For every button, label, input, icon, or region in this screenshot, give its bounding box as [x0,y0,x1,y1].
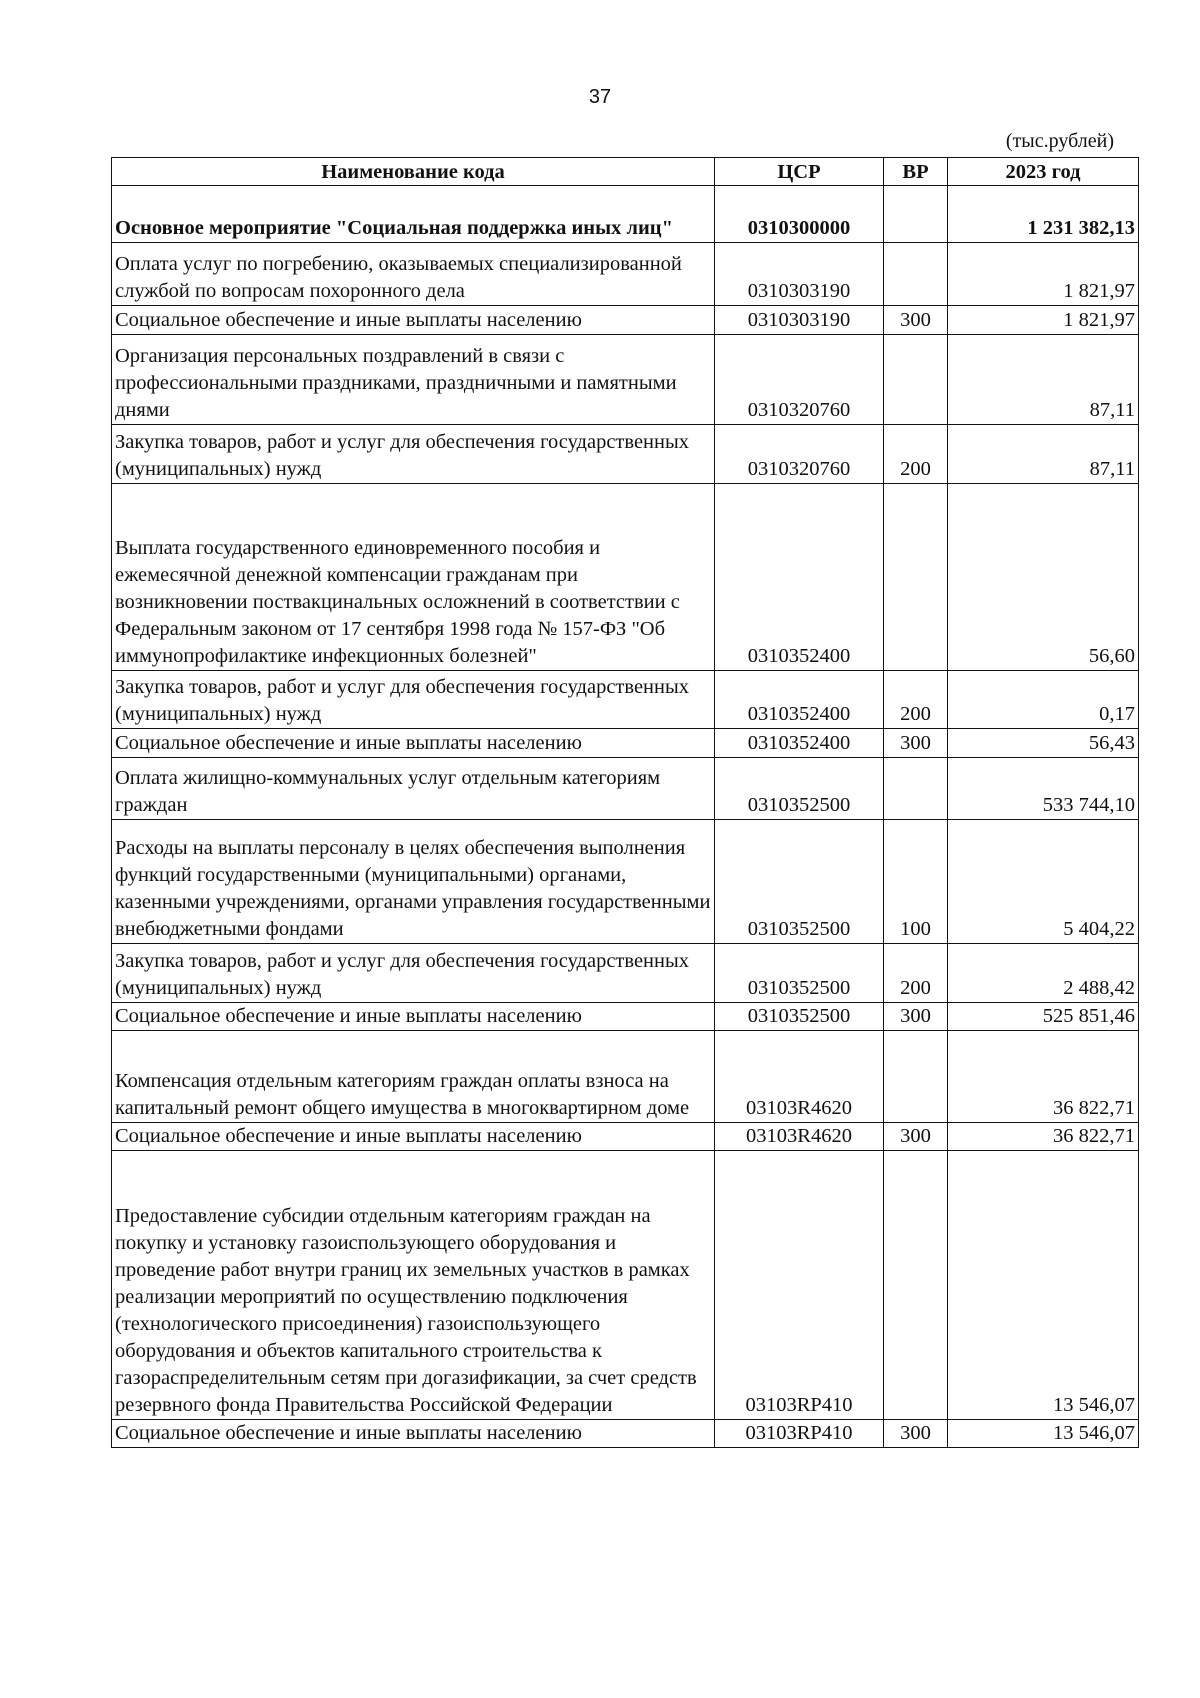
row-sum: 0,17 [948,671,1139,729]
row-vr: 300 [884,1420,948,1448]
row-name: Компенсация отдельным категориям граждан оплаты взноса на капитальный ремонт общего имущества в многоквартирном доме [112,1031,715,1123]
row-vr: 300 [884,1003,948,1031]
row-vr: 300 [884,729,948,758]
row-name: Оплата жилищно-коммунальных услуг отдельным категориям граждан [112,758,715,820]
row-sum: 56,43 [948,729,1139,758]
row-vr: 200 [884,671,948,729]
row-vr [884,484,948,671]
row-sum: 36 822,71 [948,1123,1139,1151]
table-row [112,425,1139,484]
row-csr: 0310303190 [715,306,884,335]
header-name: Наименование кода [112,158,715,186]
row-name: Предоставление субсидии отдельным категориям граждан на покупку и установку газоиспользующего оборудования и проведение работ внутри границ их земельных участков в рамках реализации мероприятий по осуществлению подключения (технологического присоединения) газоиспользующего оборудования и объектов капитального строительства к газораспределительным сетям при догазификации, за счет средств резервного фонда Правительства Российской Федерации [112,1151,715,1420]
row-name: Социальное обеспечение и иные выплаты населению [112,1123,715,1151]
row-name: Социальное обеспечение и иные выплаты населению [112,1003,715,1031]
header-sum: 2023 год [948,158,1139,186]
row-csr: 0310352400 [715,671,884,729]
row-sum: 13 546,07 [948,1420,1139,1448]
row-sum: 5 404,22 [948,820,1139,944]
row-sum: 525 851,46 [948,1003,1139,1031]
table-row [112,484,1139,671]
row-csr: 0310352500 [715,1003,884,1031]
table-row [112,1123,1139,1151]
row-name: Закупка товаров, работ и услуг для обеспечения государственных (муниципальных) нужд [112,671,715,729]
row-vr: 200 [884,425,948,484]
row-name: Закупка товаров, работ и услуг для обеспечения государственных (муниципальных) нужд [112,425,715,484]
row-csr: 03103R4620 [715,1031,884,1123]
row-name: Социальное обеспечение и иные выплаты населению [112,729,715,758]
row-csr: 0310352500 [715,820,884,944]
row-name: Социальное обеспечение и иные выплаты населению [112,1420,715,1448]
row-name: Расходы на выплаты персоналу в целях обеспечения выполнения функций государственными (муниципальными) органами, казенными учреждениями, органами управления государственными внебюджетными фондами [112,820,715,944]
row-name: Выплата государственного единовременного пособия и ежемесячной денежной компенсации гражданам при возникновении поствакцинальных осложнений в соответствии с Федеральным законом от 17 сентября 1998 года № 157-ФЗ "Об иммунопрофилактике инфекционных болезней" [112,484,715,671]
row-csr: 03103RP410 [715,1151,884,1420]
row-sum: 87,11 [948,425,1139,484]
row-vr [884,186,948,243]
table-row [112,1420,1139,1448]
row-sum: 13 546,07 [948,1151,1139,1420]
row-name: Основное мероприятие "Социальная поддержка иных лиц" [112,186,715,243]
table-row [112,1031,1139,1123]
units-label: (тыс.рублей) [1005,130,1114,152]
row-vr [884,758,948,820]
row-sum: 87,11 [948,335,1139,425]
row-name: Социальное обеспечение и иные выплаты населению [112,306,715,335]
row-vr: 300 [884,306,948,335]
row-sum: 36 822,71 [948,1031,1139,1123]
table-row [112,758,1139,820]
row-csr: 0310300000 [715,186,884,243]
row-csr: 03103RP410 [715,1420,884,1448]
row-csr: 0310352400 [715,484,884,671]
row-vr [884,243,948,306]
table-row [112,944,1139,1003]
table-row [112,306,1139,335]
row-sum: 1 821,97 [948,306,1139,335]
table-row [112,729,1139,758]
row-csr: 0310303190 [715,243,884,306]
row-csr: 0310352500 [715,758,884,820]
row-csr: 0310320760 [715,335,884,425]
row-sum: 1 231 382,13 [948,186,1139,243]
budget-table [111,157,1139,1448]
page-number: 37 [588,86,612,108]
row-csr: 03103R4620 [715,1123,884,1151]
row-sum: 533 744,10 [948,758,1139,820]
table-row [112,1151,1139,1420]
header-csr: ЦСР [715,158,884,186]
row-vr [884,1031,948,1123]
row-vr: 200 [884,944,948,1003]
table-row [112,335,1139,425]
row-sum: 56,60 [948,484,1139,671]
row-name: Закупка товаров, работ и услуг для обеспечения государственных (муниципальных) нужд [112,944,715,1003]
table-row [112,243,1139,306]
row-name: Организация персональных поздравлений в связи с профессиональными праздниками, праздничными и памятными днями [112,335,715,425]
table-row [112,671,1139,729]
row-vr [884,1151,948,1420]
row-sum: 1 821,97 [948,243,1139,306]
row-vr: 100 [884,820,948,944]
table-row [112,1003,1139,1031]
row-csr: 0310320760 [715,425,884,484]
row-vr: 300 [884,1123,948,1151]
table-row [112,820,1139,944]
row-sum: 2 488,42 [948,944,1139,1003]
table-row [112,186,1139,243]
row-csr: 0310352400 [715,729,884,758]
header-vr: ВР [884,158,948,186]
row-name: Оплата услуг по погребению, оказываемых специализированной службой по вопросам похоронного дела [112,243,715,306]
row-vr [884,335,948,425]
table-header-row [112,158,1139,186]
row-csr: 0310352500 [715,944,884,1003]
